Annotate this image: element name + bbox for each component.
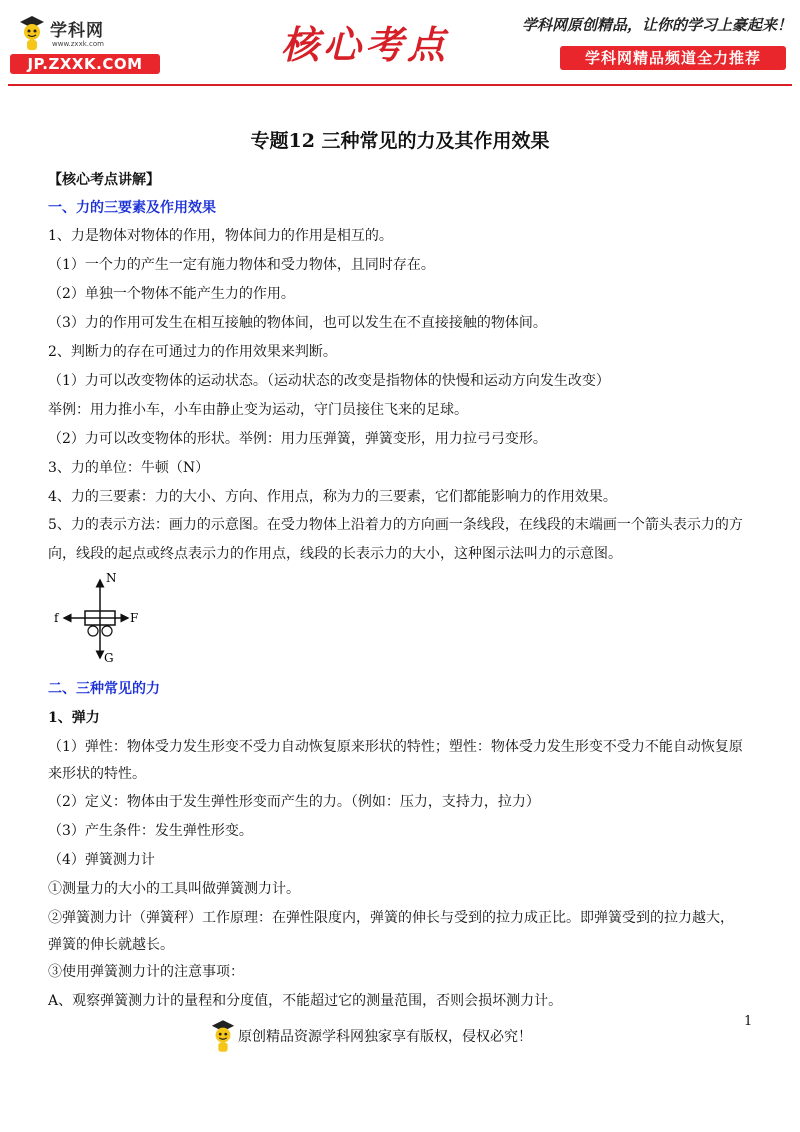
header-slogan-badge: 学科网精品频道全力推荐 [560, 46, 786, 70]
body-line: 4、力的三要素：力的大小、方向、作用点，称为力的三要素，它们都能影响力的作用效果。 [48, 489, 617, 505]
label-f-big: F [130, 611, 139, 625]
body-line: 3、力的单位：牛顿（N） [48, 460, 210, 476]
label-n: N [106, 571, 117, 585]
body-line: A、观察弹簧测力计的量程和分度值，不能超过它的测量范围，否则会损坏测力计。 [48, 993, 563, 1009]
body-line: （3）力的作用可发生在相互接触的物体间，也可以发生在不直接接触的物体间。 [48, 315, 547, 331]
header-divider [8, 84, 792, 86]
body-line: 5、力的表示方法：画力的示意图。在受力物体上沿着力的方向画一条线段，在线段的末端画一个箭头表示力的方 [48, 517, 743, 533]
body-line: ①测量力的大小的工具叫做弹簧测力计。 [48, 881, 300, 897]
label-g: G [104, 651, 114, 665]
cart-wheel [102, 626, 112, 636]
logo-name: 学科网 [50, 21, 104, 41]
header-slogan: 学科网原创精品，让你的学习上豪起来！ [521, 16, 792, 34]
body-line: （1）弹性：物体受力发生形变不受力自动恢复原来形状的特性；塑性：物体受力发生形变不受力不能自动恢复原 [48, 739, 743, 755]
section-heading: 二、三种常见的力 [48, 681, 160, 697]
document-title: 专题12 三种常见的力及其作用效果 [250, 130, 550, 152]
body-line: （2）定义：物体由于发生弹性形变而产生的力。（例如：压力，支持力，拉力） [48, 794, 540, 810]
section-heading: 一、力的三要素及作用效果 [48, 200, 216, 216]
logo-badge: JP.ZXXK.COM [10, 54, 160, 74]
page-number: 1 [744, 1014, 753, 1029]
body-line: 1、力是物体对物体的作用，物体间力的作用是相互的。 [48, 228, 393, 244]
body-line: （3）产生条件：发生弹性形变。 [48, 823, 253, 839]
section-label: 【核心考点讲解】 [48, 172, 160, 188]
cart-wheel [88, 626, 98, 636]
body-line: （2）单独一个物体不能产生力的作用。 [48, 286, 295, 302]
body-line: ③使用弹簧测力计的注意事项： [48, 964, 244, 980]
label-f-small: f [54, 611, 59, 625]
force-diagram [52, 570, 152, 670]
mascot-icon [210, 1018, 236, 1054]
body-line: 2、判断力的存在可通过力的作用效果来判断。 [48, 344, 337, 360]
logo-url: www.zxxk.com [52, 40, 104, 48]
body-line: 举例：用力推小车，小车由静止变为运动，守门员接住飞来的足球。 [48, 402, 468, 418]
body-line: （1）一个力的产生一定有施力物体和受力物体，且同时存在。 [48, 257, 435, 273]
body-line: ②弹簧测力计（弹簧秤）工作原理：在弹性限度内，弹簧的伸长与受到的拉力成正比。即弹簧受到的拉力越大， [48, 910, 734, 926]
mascot-icon [18, 14, 46, 52]
body-line: （2）力可以改变物体的形状。举例：用力压弹簧，弹簧变形，用力拉弓弓变形。 [48, 431, 547, 447]
zxxk-logo[interactable] [10, 10, 160, 72]
body-line: （1）力可以改变物体的运动状态。（运动状态的改变是指物体的快慢和运动方向发生改变） [48, 373, 610, 389]
body-line: （4）弹簧测力计 [48, 852, 155, 868]
header-center-title: 核心考点 [280, 22, 449, 67]
page-footer [210, 1018, 590, 1058]
body-line: 来形状的特性。 [48, 766, 146, 782]
body-line: 向，线段的起点或终点表示力的作用点，线段的长表示力的大小，这种图示法叫力的示意图。 [48, 546, 622, 562]
copyright-notice: 原创精品资源学科网独家享有版权，侵权必究！ [238, 1029, 532, 1045]
body-line: 弹簧的伸长就越长。 [48, 937, 174, 953]
subsection-heading: 1、弹力 [48, 710, 100, 726]
page-header [0, 0, 800, 90]
